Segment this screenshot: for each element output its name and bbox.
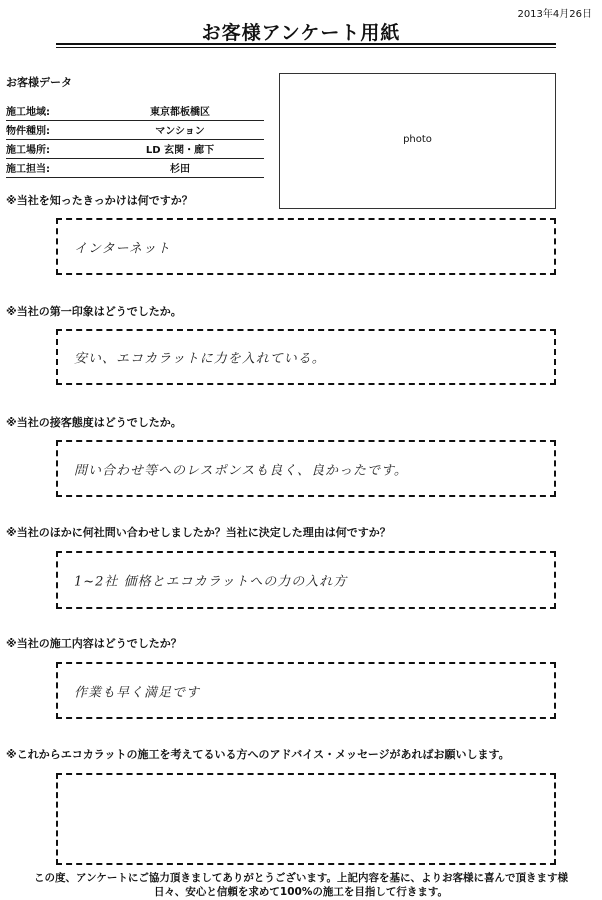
answer-4: 1~2社 価格とエコカラットへの力の入れ方 [74, 574, 348, 590]
answer-box-2 [56, 329, 556, 385]
info-row-property-type [6, 122, 264, 140]
info-label-staff: 施工担当: [6, 164, 50, 175]
question-6: ※これからエコカラットの施工を考えてるいる方へのアドバイス・メッセージがあればお願いします。 [6, 748, 510, 761]
page-title: お客様アンケート用紙 [201, 22, 401, 44]
info-row-staff [6, 160, 264, 178]
info-label-location: 施工場所: [6, 145, 50, 156]
info-value-staff: 杉田 [170, 164, 190, 175]
answer-1: インターネット [74, 241, 171, 256]
info-label-area: 施工地域: [6, 107, 50, 118]
survey-date: 2013年4月26日 [517, 9, 592, 20]
footer-message-line-2: 日々、安心と信頼を求めて100%の施工を目指して行きます。 [153, 886, 449, 898]
info-value-location: LD 玄関・廊下 [145, 145, 215, 156]
footer-message-line-1: この度、アンケートにご協力頂きましてありがとうございます。上記内容を基に、よりお客様に喜んで頂きます様 [33, 872, 569, 884]
question-4: ※当社のほかに何社問い合わせしましたか？当社に決定した理由は何ですか？ [6, 526, 391, 539]
title-underline-thin [56, 47, 556, 48]
question-1: ※当社を知ったきっかけは何ですか？ [6, 194, 193, 207]
info-value-property-type: マンション [155, 126, 205, 137]
answer-5: 作業も早く満足です [74, 685, 201, 700]
info-value-area: 東京都板橋区 [150, 107, 210, 118]
question-5: ※当社の施工内容はどうでしたか？ [6, 637, 182, 650]
answer-2: 安い、エコカラットに力を入れている。 [74, 351, 326, 367]
answer-box-3 [56, 440, 556, 497]
question-3: ※当社の接客態度はどうでしたか。 [6, 416, 182, 429]
answer-3: 問い合わせ等へのレスポンスも良く、良かったです。 [74, 463, 408, 478]
customer-data-heading: お客様データ [6, 76, 72, 89]
photo-label: photo [403, 134, 432, 145]
question-2: ※当社の第一印象はどうでしたか。 [6, 305, 182, 318]
answer-box-1 [56, 218, 556, 275]
title-underline [56, 43, 556, 45]
answer-box-4 [56, 551, 556, 609]
photo-placeholder [279, 73, 556, 209]
answer-box-6 [56, 773, 556, 865]
info-row-area [6, 103, 264, 121]
info-label-property-type: 物件種別: [6, 126, 50, 137]
answer-box-5 [56, 662, 556, 719]
info-row-location [6, 141, 264, 159]
